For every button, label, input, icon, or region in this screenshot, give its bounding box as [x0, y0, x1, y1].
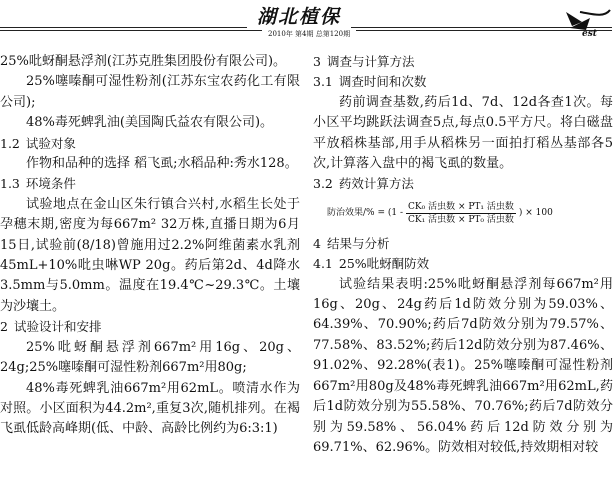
heading-3-1: 3.1 调查时间和次数 [313, 74, 427, 90]
page-header [0, 0, 615, 40]
logo-wordmark: est [582, 29, 597, 39]
heading-2: 2 试验设计和安排 [0, 319, 102, 335]
formula-denominator: CK₁ 活虫数 × PT₀ 活虫数 [408, 214, 514, 225]
formula-numerator: CK₀ 活虫数 × PT₁ 活虫数 [408, 201, 514, 212]
paragraph-materials-1: 25%吡蚜酮悬浮剂(江苏克胜集团股份有限公司)。 [0, 54, 287, 69]
journal-title: 湖北植保 [247, 2, 351, 29]
paragraph-survey: 药前调查基数,药后1d、7d、12d各查1次。每小区平均跳跃法调查5点,每点0.5平方尺。将白磁盘平放稻株基部,用手从稻株另一面拍打稻丛基部各5次,计算落入盘中的褐飞虱的数量。 [313, 94, 613, 172]
heading-4: 4 结果与分析 [313, 235, 390, 251]
heading-4-1: 4.1 25%吡蚜酮防效 [313, 256, 430, 272]
left-column [0, 52, 300, 440]
issue-info: 2010年 第4期 总第120期 [262, 29, 356, 39]
paragraph-materials-3: 48%毒死蜱乳油(美国陶氏益农有限公司)。 [26, 115, 274, 131]
paragraph-environment: 试验地点在金山区朱行镇合兴村,水稻生长处于孕穗末期,密度为每667m² 32万株,直播日期为6月15日,试验前(8/18)曾施用过2.2%阿维菌素水乳剂45mL+10%吡虫啉WP 20g。药后第2d、4d降水3.5mm与5.0mm。温度在19.4℃~29.3℃。土壤为沙壤土。 [0, 196, 300, 314]
heading-1-2: 1.2 试验对象 [0, 135, 76, 151]
right-column [313, 52, 613, 458]
paragraph-design-1: 25%吡蚜酮悬浮剂667m²用16g、20g、24g;25%噻嗪酮可湿性粉剂667m²用80g; [0, 339, 300, 376]
formula-fraction [406, 201, 516, 226]
paragraph-target: 作物和品种的选择 稻飞虱;水稻品种:秀水128。 [26, 156, 298, 172]
paragraph-materials-2: 25%噻嗪酮可湿性粉剂(江苏东宝农药化工有限公司); [0, 74, 300, 110]
heading-3-2: 3.2 药效计算方法 [313, 176, 414, 192]
heading-1-3: 1.3 环境条件 [0, 176, 76, 192]
paragraph-results: 试验结果表明:25%吡蚜酮悬浮剂每667m²用16g、20g、24g药后1d防效分别为59.03%、64.39%、70.90%;药后7d防效分别为79.57%、77.58%、83.52%;药后12d防效分别为87.46%、91.02%、92.28%(表1)。25%噻嗪酮可湿性粉剂667m²用80g及48%毒死蜱乳油667m²用62mL,药后1d防效分别为55.58%、70.76%;药后7d防效分别为59.58%、56.04%药后12d防效分别为69.71%、62.96%。防效相对较低,持效期相对较 [313, 276, 613, 455]
formula-lhs: 防治效果/% = (1 - [327, 208, 403, 219]
formula-rhs: ) × 100 [518, 208, 553, 219]
paragraph-design-2: 48%毒死蜱乳油667m²用62mL。喷清水作为对照。小区面积为44.2m²,重复3次,随机排列。在褐飞虱低龄高峰期(低、中龄、高龄比例约为6:3:1) [0, 380, 300, 437]
heading-3: 3 调查与计算方法 [313, 54, 415, 69]
efficacy-formula [327, 201, 613, 226]
